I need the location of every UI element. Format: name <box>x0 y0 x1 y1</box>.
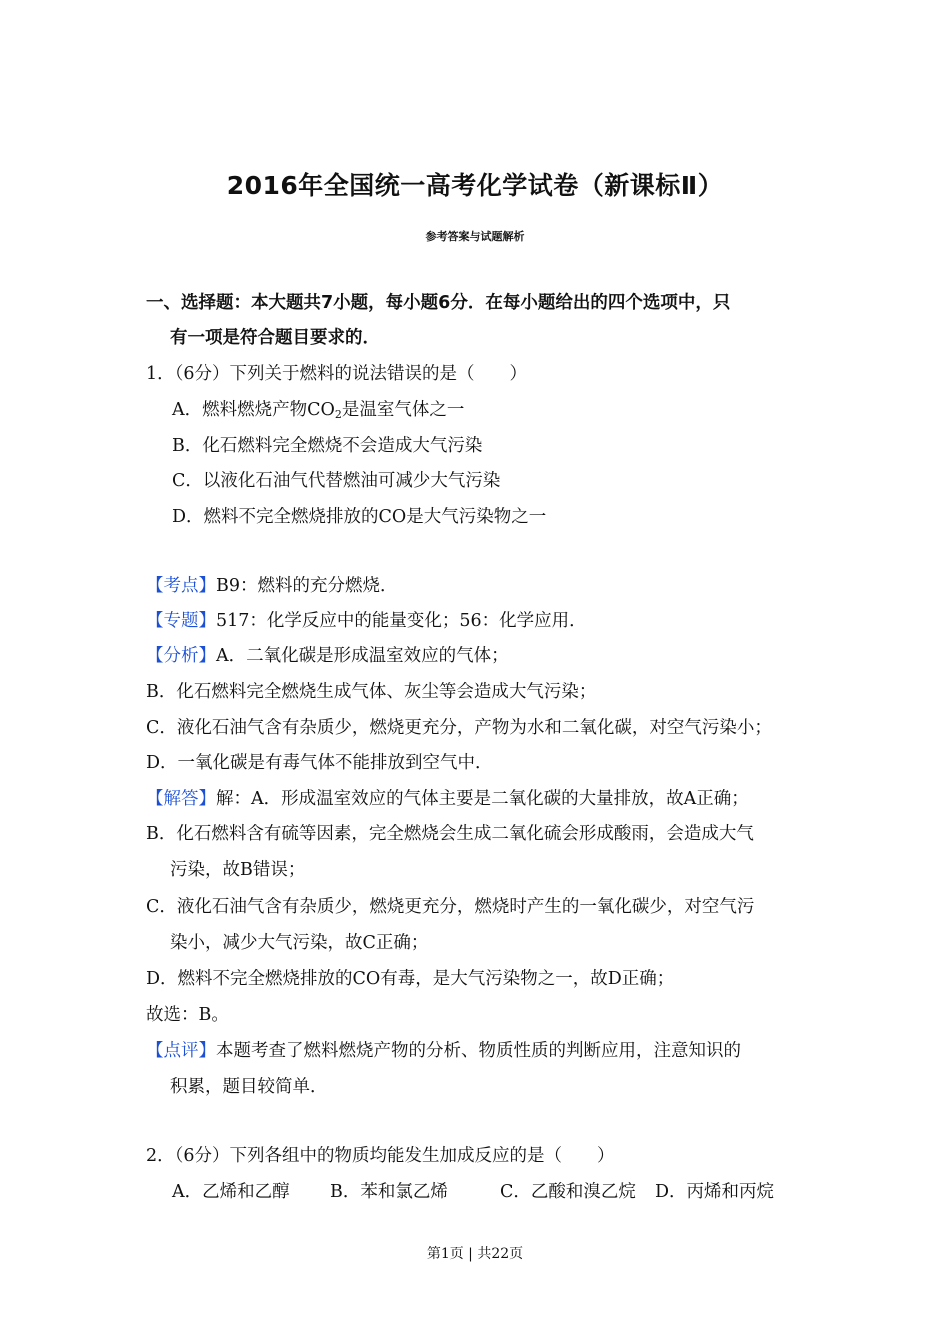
fenxi-line: 【分析】A．二氧化碳是形成温室效应的气体； <box>146 646 509 666</box>
jieda-line: 【解答】解：A．形成温室效应的气体主要是二氧化碳的大量排放，故A正确； <box>146 789 749 809</box>
zhuanti-line: 【专题】517：化学反应中的能量变化；56：化学应用． <box>146 611 587 631</box>
page-subtitle: 参考答案与试题解析 <box>425 230 525 243</box>
question-2-option-a: A．乙烯和乙醇 <box>172 1182 290 1202</box>
question-2-option-d: D．丙烯和丙烷 <box>655 1182 775 1202</box>
jieda-c: C．液化石油气含有杂质少，燃烧更充分，燃烧时产生的一氧化碳少，对空气污 <box>146 897 755 917</box>
kaodian-line: 【考点】B9：燃料的充分燃烧． <box>146 576 398 596</box>
kaodian-tag: 【考点】 <box>146 576 216 596</box>
fenxi-b: B．化石燃料完全燃烧生成气体、灰尘等会造成大气污染； <box>146 682 597 702</box>
dianping-cont: 积累，题目较简单． <box>170 1077 328 1097</box>
jieda-tag: 【解答】 <box>146 789 216 809</box>
fenxi-d: D．一氧化碳是有毒气体不能排放到空气中． <box>146 753 493 773</box>
question-1-stem: 1．（6分）下列关于燃料的说法错误的是（ ） <box>146 364 528 384</box>
jieda-c-cont: 染小，减少大气污染，故C正确； <box>170 933 429 953</box>
section-heading: 一、选择题：本大题共7小题，每小题6分．在每小题给出的四个选项中，只 <box>146 293 731 313</box>
question-1-option-c: C．以液化石油气代替燃油可减少大气污染 <box>172 471 501 491</box>
dianping-line: 【点评】本题考查了燃料燃烧产物的分析、物质性质的判断应用，注意知识的 <box>146 1041 741 1061</box>
page-footer: 第1页 | 共22页 <box>426 1246 524 1262</box>
jieda-b: B．化石燃料含有硫等因素，完全燃烧会生成二氧化硫会形成酸雨，会造成大气 <box>146 824 754 844</box>
question-2-stem: 2．（6分）下列各组中的物质均能发生加成反应的是（ ） <box>146 1146 615 1166</box>
answer-choice: 故选：B。 <box>146 1005 229 1025</box>
jieda-b-cont: 污染，故B错误； <box>170 860 306 880</box>
question-2-option-b: B．苯和氯乙烯 <box>330 1182 448 1202</box>
jieda-d: D．燃料不完全燃烧排放的CO有毒，是大气污染物之一，故D正确； <box>146 969 675 989</box>
question-1-option-b: B．化石燃料完全燃烧不会造成大气污染 <box>172 436 483 456</box>
section-heading-cont: 有一项是符合题目要求的． <box>170 328 380 348</box>
question-1-option-d: D．燃料不完全燃烧排放的CO是大气污染物之一 <box>172 507 547 527</box>
page-title: 2016年全国统一高考化学试卷（新课标Ⅱ） <box>226 171 724 200</box>
fenxi-c: C．液化石油气含有杂质少，燃烧更充分，产物为水和二氧化碳，对空气污染小； <box>146 718 772 738</box>
question-2-option-c: C．乙酸和溴乙烷 <box>500 1182 636 1202</box>
zhuanti-tag: 【专题】 <box>146 611 216 631</box>
fenxi-tag: 【分析】 <box>146 646 216 666</box>
dianping-tag: 【点评】 <box>146 1041 216 1061</box>
question-1-option-a: A．燃料燃烧产物$CO_2$是温室气体之一 <box>172 400 465 421</box>
